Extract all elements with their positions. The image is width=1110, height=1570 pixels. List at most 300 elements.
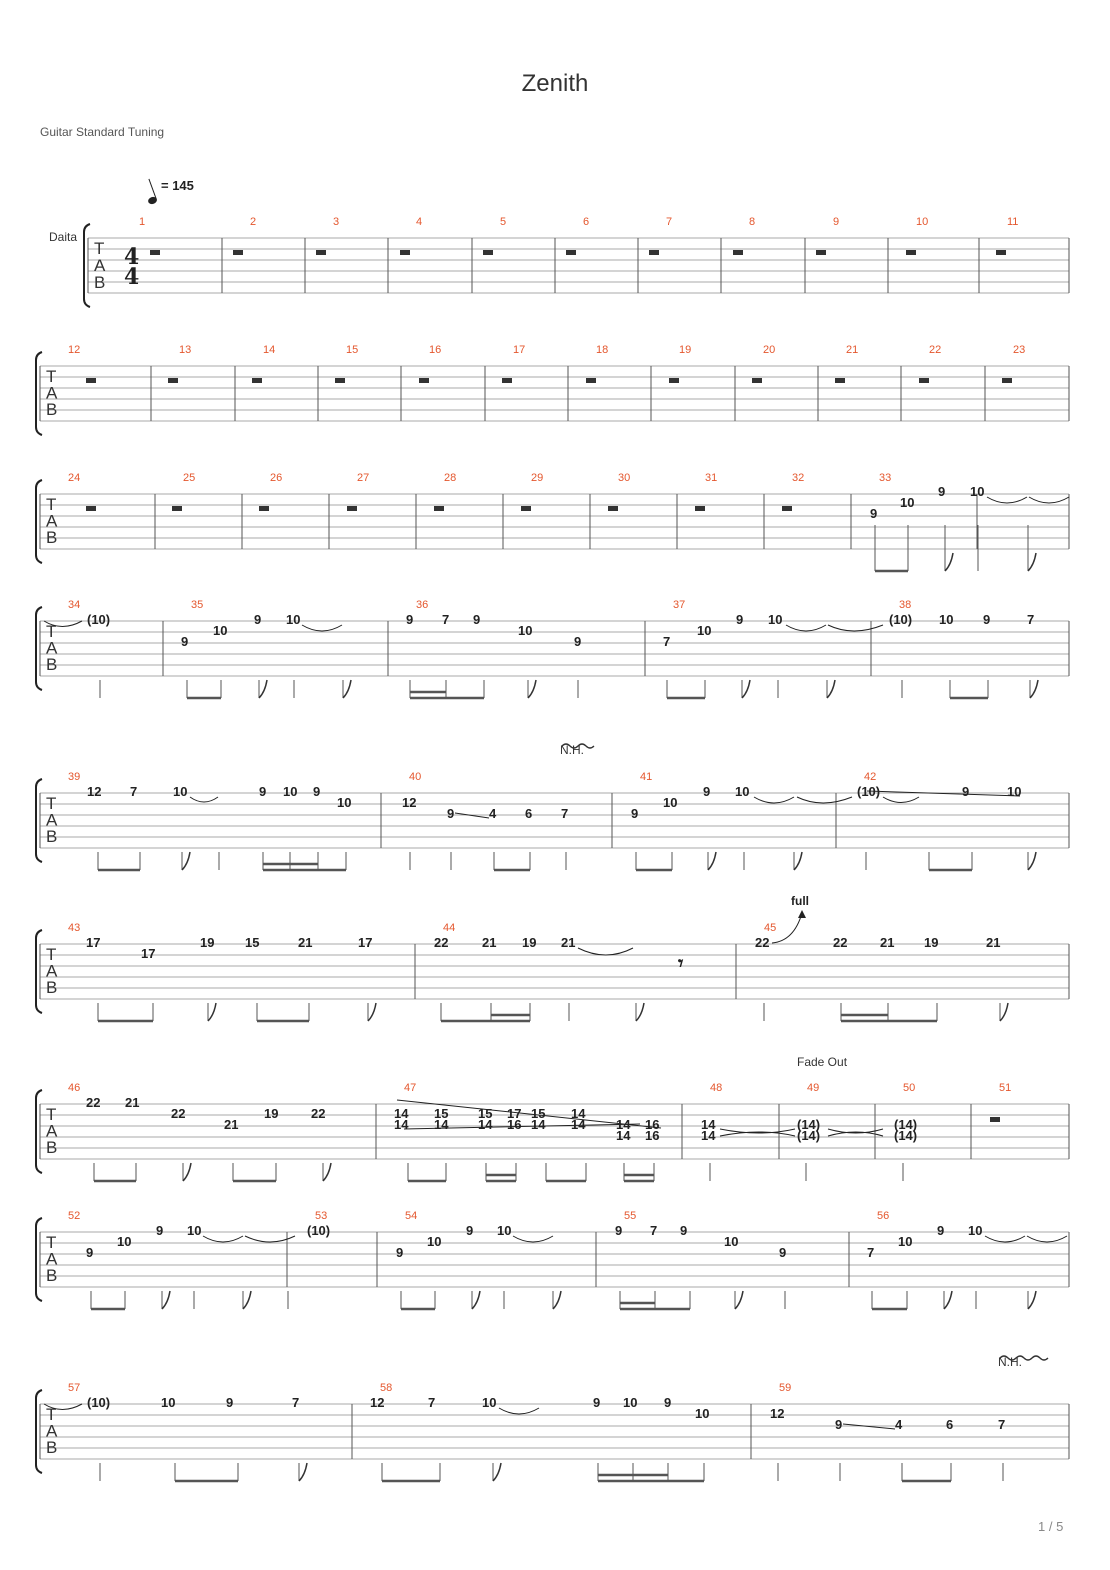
tab-clef-letter: B [46, 1438, 58, 1457]
whole-rest-icon [752, 378, 762, 383]
tie-arc [883, 797, 919, 803]
fret-number: 9 [226, 1395, 234, 1410]
fret-number: 12 [402, 795, 417, 810]
whole-rest-icon [521, 506, 531, 511]
whole-rest-icon [733, 250, 743, 255]
note-flag [183, 1163, 191, 1181]
note-flag [1030, 680, 1038, 698]
fret-number: 14 [701, 1117, 716, 1132]
fret-number: 10 [695, 1406, 710, 1421]
fret-number: 10 [427, 1234, 442, 1249]
fret-number: (10) [87, 612, 111, 627]
fade-out-label: Fade Out [797, 1055, 848, 1069]
fret-numbers [86, 484, 1034, 1432]
fret-number: 19 [200, 935, 215, 950]
measure-number: 20 [763, 344, 776, 356]
fret-number: 10 [768, 612, 783, 627]
fret-number: 9 [396, 1245, 404, 1260]
fret-number: 15 [478, 1106, 493, 1121]
measure-number: 53 [315, 1210, 328, 1222]
fret-number: 19 [924, 935, 939, 950]
time-signature-bottom: 4 [124, 264, 140, 290]
tab-clef-system-1 [94, 239, 139, 292]
tie-arc [1029, 497, 1069, 503]
measure-number: 7 [666, 216, 673, 228]
fret-number: 9 [574, 634, 582, 649]
measure-number: 54 [405, 1210, 418, 1222]
tab-clef-letter: T [46, 945, 57, 964]
measure-number: 48 [710, 1082, 723, 1094]
tie-arc [499, 1408, 539, 1414]
fret-number: (14) [894, 1128, 918, 1143]
whole-rest-icon [483, 250, 493, 255]
fret-number: 22 [171, 1106, 186, 1121]
measure-number: 42 [864, 771, 877, 783]
fret-number: 6 [946, 1417, 954, 1432]
note-decorations [44, 497, 1069, 1429]
whole-rest-icon [669, 378, 679, 383]
tab-staff [36, 480, 1069, 563]
rests [86, 250, 1012, 1122]
note-flag [553, 1291, 561, 1309]
fret-number: (14) [797, 1117, 821, 1132]
measure-number: 24 [68, 472, 81, 484]
tab-clef-letter: T [46, 794, 57, 813]
fret-number: 7 [1027, 612, 1035, 627]
fret-number: 10 [117, 1234, 132, 1249]
fret-number: 16 [507, 1117, 522, 1132]
fret-number: 21 [880, 935, 895, 950]
fret-number: 14 [478, 1117, 493, 1132]
fret-number: (10) [889, 612, 913, 627]
measure-number: 39 [68, 771, 81, 783]
tie-arc [786, 625, 826, 631]
note-flag [493, 1463, 501, 1481]
fret-number: 14 [616, 1128, 631, 1143]
fret-number: 17 [141, 946, 156, 961]
measure-number: 10 [916, 216, 929, 228]
note-flag [528, 680, 536, 698]
measure-number: 35 [191, 599, 204, 611]
fret-number: 10 [173, 784, 188, 799]
tab-clef-letter: B [46, 528, 58, 547]
natural-harmonic-label-2: N.H. [998, 1355, 1022, 1369]
fret-number: 10 [898, 1234, 913, 1249]
note-flag [945, 553, 953, 571]
whole-rest-icon [782, 506, 792, 511]
measure-number: 28 [444, 472, 457, 484]
measure-number: 32 [792, 472, 805, 484]
tab-clef-letter: T [46, 1405, 57, 1424]
fret-number: 14 [394, 1117, 409, 1132]
fret-number: 10 [724, 1234, 739, 1249]
measure-number: 37 [673, 599, 686, 611]
tab-staff [36, 930, 1069, 1013]
measure-number: 15 [346, 344, 359, 356]
measure-number: 5 [500, 216, 507, 228]
page-number: 1 / 5 [1038, 1519, 1064, 1534]
tab-clef-letter: A [46, 511, 58, 531]
tab-clef-letter: A [46, 961, 58, 981]
tab-staff [36, 1390, 1069, 1473]
whole-rest-icon [906, 250, 916, 255]
note-flag [1000, 1003, 1008, 1021]
fret-number: 9 [779, 1245, 787, 1260]
fret-number: 10 [497, 1223, 512, 1238]
tie-arc [302, 625, 342, 631]
fret-number: 7 [650, 1223, 658, 1238]
measure-number: 2 [250, 216, 257, 228]
measure-number: 33 [879, 472, 892, 484]
fret-number: 9 [254, 612, 262, 627]
whole-rest-icon [168, 378, 178, 383]
whole-rest-icon [502, 378, 512, 383]
tab-staff [36, 779, 1069, 862]
fret-number: 16 [645, 1117, 660, 1132]
fret-number: 9 [181, 634, 189, 649]
tab-staff [36, 607, 1069, 690]
fret-number: 14 [701, 1128, 716, 1143]
whole-rest-icon [695, 506, 705, 511]
fret-number: 9 [631, 806, 639, 821]
tab-clef-letter: B [46, 400, 58, 419]
fret-number: 15 [434, 1106, 449, 1121]
fret-number: (10) [307, 1223, 331, 1238]
fret-number: 22 [86, 1095, 101, 1110]
note-flag [368, 1003, 376, 1021]
fret-number: 22 [833, 935, 848, 950]
whole-rest-icon [434, 506, 444, 511]
system-bracket [36, 1218, 42, 1301]
fret-number: (10) [87, 1395, 111, 1410]
bend-arrowhead-icon [798, 910, 806, 918]
tie-arc [985, 1236, 1025, 1242]
whole-rest-icon [172, 506, 182, 511]
fret-number: 14 [571, 1117, 586, 1132]
note-flag [208, 1003, 216, 1021]
fret-number: 7 [292, 1395, 300, 1410]
note-flag [472, 1291, 480, 1309]
fret-number: 22 [434, 935, 449, 950]
measure-number: 21 [846, 344, 859, 356]
system-bracket [36, 930, 42, 1013]
bend-full-label: full [791, 894, 809, 908]
fret-number: 9 [703, 784, 711, 799]
measure-number: 31 [705, 472, 718, 484]
fret-number: 9 [680, 1223, 688, 1238]
fret-number: 9 [615, 1223, 623, 1238]
fret-number: 10 [697, 623, 712, 638]
measure-number: 41 [640, 771, 653, 783]
tab-clef-letter: A [46, 383, 58, 403]
fret-number: 22 [311, 1106, 326, 1121]
measure-number: 22 [929, 344, 942, 356]
whole-rest-icon [586, 378, 596, 383]
tuning-label: Guitar Standard Tuning [40, 125, 165, 139]
tab-clef-letter: T [46, 367, 57, 386]
measure-number: 56 [877, 1210, 890, 1222]
tab-staff [84, 224, 1069, 307]
system-bracket [36, 480, 42, 563]
tab-clef-letter: A [46, 638, 58, 658]
tab-clef-letter: A [46, 810, 58, 830]
tie-arc [578, 948, 633, 955]
measure-number: 13 [179, 344, 192, 356]
system-bracket [36, 1390, 42, 1473]
measure-number: 34 [68, 599, 81, 611]
note-flag [1028, 553, 1036, 571]
fret-number: (14) [797, 1128, 821, 1143]
fret-number: 14 [616, 1117, 631, 1132]
measure-number: 19 [679, 344, 692, 356]
fret-number: 9 [593, 1395, 601, 1410]
fret-number: 9 [937, 1223, 945, 1238]
tie-arc [987, 497, 1027, 503]
tab-clef-b: B [94, 273, 106, 292]
note-flag [742, 680, 750, 698]
note-flag [1028, 1291, 1036, 1309]
measure-number: 16 [429, 344, 442, 356]
system-bracket [36, 1090, 42, 1173]
fret-number: 6 [525, 806, 533, 821]
measure-number: 49 [807, 1082, 820, 1094]
measure-number: 45 [764, 922, 777, 934]
fret-number: 7 [998, 1417, 1006, 1432]
time-signature-top: 4 [124, 244, 140, 270]
fret-number: 9 [259, 784, 267, 799]
measure-number: 58 [380, 1382, 393, 1394]
tie-arc [203, 1236, 243, 1242]
measure-number: 52 [68, 1210, 81, 1222]
measure-number: 3 [333, 216, 340, 228]
fret-number: 9 [447, 806, 455, 821]
whole-rest-icon [86, 506, 96, 511]
tempo-value: = 145 [161, 178, 194, 193]
tab-clef-a: A [94, 256, 106, 275]
tab-clef-letter: B [46, 655, 58, 674]
bend-arrow-icon [772, 913, 802, 943]
system-bracket [36, 779, 42, 862]
whole-rest-icon [919, 378, 929, 383]
fret-number: 4 [895, 1417, 903, 1432]
tab-clefs [46, 367, 58, 1457]
fret-number: 9 [473, 612, 481, 627]
measure-number: 47 [404, 1082, 417, 1094]
fret-number: 9 [466, 1223, 474, 1238]
note-flag [323, 1163, 331, 1181]
fret-number: 21 [986, 935, 1001, 950]
measure-number: 4 [416, 216, 423, 228]
fret-number: 14 [394, 1106, 409, 1121]
fret-number: 21 [298, 935, 313, 950]
fret-number: 10 [663, 795, 678, 810]
whole-rest-icon [259, 506, 269, 511]
tab-clef-letter: A [46, 1249, 58, 1269]
whole-rest-icon [347, 506, 357, 511]
whole-rest-icon [233, 250, 243, 255]
measure-number: 38 [899, 599, 912, 611]
system-bracket [84, 224, 90, 307]
tab-clef-letter: T [46, 495, 57, 514]
fret-number: 10 [187, 1223, 202, 1238]
tie-arc [754, 797, 794, 803]
fret-number: 9 [313, 784, 321, 799]
note-flag [708, 852, 716, 870]
tie-arc [513, 1236, 553, 1242]
fret-number: 9 [938, 484, 946, 499]
whole-rest-icon [835, 378, 845, 383]
fret-number: 10 [900, 495, 915, 510]
fret-number: 10 [939, 612, 954, 627]
natural-harmonic-label: N.H. [560, 743, 584, 757]
fret-number: 21 [561, 935, 576, 950]
measure-number: 11 [1007, 216, 1019, 228]
measure-number: 43 [68, 922, 81, 934]
whole-rest-icon [252, 378, 262, 383]
tie-arc [190, 797, 218, 802]
measure-number: 29 [531, 472, 544, 484]
measure-number: 55 [624, 1210, 637, 1222]
measure-number: 44 [443, 922, 456, 934]
fret-number: 9 [86, 1245, 94, 1260]
tie-arc [797, 797, 852, 803]
whole-rest-icon [566, 250, 576, 255]
score-title: Zenith [521, 70, 589, 97]
fret-number: 9 [870, 506, 878, 521]
tab-clef-letter: B [46, 978, 58, 997]
fret-number: 7 [867, 1245, 875, 1260]
whole-rest-icon [150, 250, 160, 255]
fret-number: 17 [358, 935, 373, 950]
tie-arc [1027, 1236, 1067, 1242]
measure-numbers [68, 216, 1025, 1394]
measure-number: 18 [596, 344, 609, 356]
whole-rest-icon [1002, 378, 1012, 383]
tab-clef-letter: T [46, 1233, 57, 1252]
fret-number: 10 [1007, 784, 1022, 799]
measure-number: 23 [1013, 344, 1026, 356]
tab-clef-letter: B [46, 827, 58, 846]
eighth-rest-icon: 𝄾 [678, 951, 684, 975]
fret-number: 10 [968, 1223, 983, 1238]
measure-number: 36 [416, 599, 429, 611]
whole-rest-icon [316, 250, 326, 255]
fret-number: 9 [664, 1395, 672, 1410]
whole-rest-icon [816, 250, 826, 255]
fret-number: 17 [507, 1106, 522, 1121]
whole-rest-icon [990, 1117, 1000, 1122]
measure-number: 57 [68, 1382, 81, 1394]
measure-number: 25 [183, 472, 196, 484]
whole-rest-icon [996, 250, 1006, 255]
fret-number: 7 [561, 806, 569, 821]
note-flag [259, 680, 267, 698]
measure-number: 17 [513, 344, 526, 356]
fret-number: 15 [531, 1106, 546, 1121]
measure-number: 40 [409, 771, 422, 783]
tab-staves [36, 224, 1069, 1473]
measure-number: 46 [68, 1082, 81, 1094]
tab-clef-letter: B [46, 1138, 58, 1157]
measure-number: 14 [263, 344, 276, 356]
tab-clef-letter: T [46, 622, 57, 641]
note-flag [343, 680, 351, 698]
fret-number: 9 [736, 612, 744, 627]
note-flag [735, 1291, 743, 1309]
fret-number: 9 [406, 612, 414, 627]
fret-number: 12 [770, 1406, 785, 1421]
fret-number: 14 [571, 1106, 586, 1121]
measure-number: 51 [999, 1082, 1012, 1094]
fret-number: 19 [264, 1106, 279, 1121]
whole-rest-icon [400, 250, 410, 255]
measure-number: 9 [833, 216, 840, 228]
fret-number: 21 [224, 1117, 239, 1132]
fret-number: 16 [645, 1128, 660, 1143]
note-flag [299, 1463, 307, 1481]
fret-number: 14 [531, 1117, 546, 1132]
instrument-name: Daita [49, 230, 78, 244]
fret-number: 7 [428, 1395, 436, 1410]
fret-number: 12 [370, 1395, 385, 1410]
fret-number: 22 [755, 935, 770, 950]
fret-number: 9 [983, 612, 991, 627]
note-flag [182, 852, 190, 870]
measure-number: 30 [618, 472, 631, 484]
measure-number: 26 [270, 472, 283, 484]
measure-number: 8 [749, 216, 756, 228]
fret-number: 7 [663, 634, 671, 649]
fret-number: 9 [156, 1223, 164, 1238]
measure-number: 12 [68, 344, 81, 356]
whole-rest-icon [335, 378, 345, 383]
fret-number: 10 [518, 623, 533, 638]
note-flag [243, 1291, 251, 1309]
fret-number: 17 [86, 935, 101, 950]
whole-rest-icon [419, 378, 429, 383]
fret-number: 9 [835, 1417, 843, 1432]
fret-number: 10 [286, 612, 301, 627]
fret-number: 10 [161, 1395, 176, 1410]
tie-arc [828, 625, 883, 631]
whole-rest-icon [608, 506, 618, 511]
fret-number: 19 [522, 935, 537, 950]
tab-clef-t: T [94, 239, 105, 258]
fret-number: (10) [857, 784, 881, 799]
note-flag [827, 680, 835, 698]
measure-number: 50 [903, 1082, 916, 1094]
fret-number: (14) [894, 1117, 918, 1132]
fret-number: 10 [970, 484, 985, 499]
note-flag [944, 1291, 952, 1309]
tab-clef-letter: B [46, 1266, 58, 1285]
measure-number: 59 [779, 1382, 792, 1394]
fret-number: 7 [130, 784, 138, 799]
measure-number: 1 [139, 216, 146, 228]
fret-number: 14 [434, 1117, 449, 1132]
fret-number: 21 [125, 1095, 140, 1110]
note-flag [636, 1003, 644, 1021]
tab-clef-letter: A [46, 1421, 58, 1441]
system-bracket [36, 607, 42, 690]
note-flag [1028, 852, 1036, 870]
fret-number: 9 [962, 784, 970, 799]
fret-number: 12 [87, 784, 102, 799]
fret-number: 7 [442, 612, 450, 627]
system-bracket [36, 352, 42, 435]
fret-number: 15 [245, 935, 260, 950]
whole-rest-icon [86, 378, 96, 383]
